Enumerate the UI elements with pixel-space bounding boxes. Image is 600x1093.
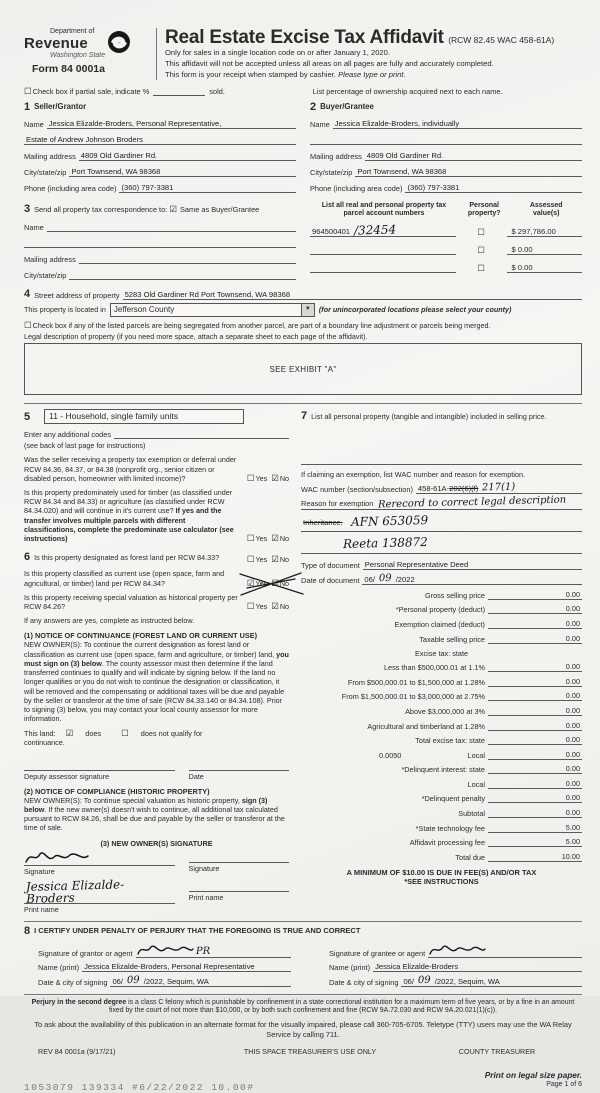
tax-row-label: *Personal property (deduct) [395,605,485,615]
land-qualify-row: This land: ☑ does ☐ does not qualify for [24,728,203,739]
footer-row [24,1047,582,1056]
tax-row [301,750,582,760]
tax-row-label: Exemption claimed (deduct) [394,619,485,629]
deputy-assessor-label: Deputy assessor signature [24,771,110,781]
tax-row-label: Above $3,000,000 at 3% [405,706,485,716]
local-rate: 0.0050 [379,750,402,760]
assessed-value-field[interactable]: $ 297,786.00 [507,227,582,237]
tax-row-label: *Delinquent penalty [421,794,485,804]
notice-compliance-title: (2) NOTICE OF COMPLIANCE (HISTORIC PROPERTY) [24,786,210,796]
correspondence-mailing-field[interactable] [79,254,296,264]
parcel-number-field[interactable] [310,243,456,255]
question-historical: Is this property receiving special valuation as historical property per RCW 84.26? ☐Yes ☑No [24,592,290,612]
tax-row-value[interactable]: 5.00 [542,837,582,847]
doc-type-row: Type of document Personal Representative Deed [301,560,582,570]
land-use-code-select[interactable]: 11 - Household, single family units [44,409,244,424]
correspondence-name-field-2[interactable] [24,238,296,248]
tax-row [301,706,582,716]
s5-q2-no-checkbox[interactable]: ☑ [271,533,279,544]
tax-leader-line [488,635,542,644]
tax-row-label: Local [467,750,485,760]
personal-property-checkbox[interactable]: ☐ [477,245,485,256]
segregated-checkbox[interactable]: ☐ [24,319,32,330]
tax-section-header: Excise tax: state [414,648,469,658]
tax-row-label: Affidavit processing fee [409,838,485,848]
deputy-date-label: Date [188,771,204,781]
certify-statement: I CERTIFY UNDER PENALTY OF PERJURY THAT THE FOREGOING IS TRUE AND CORRECT [34,926,361,936]
tax-row-value[interactable]: 0.00 [542,619,582,629]
section-certify [24,921,582,987]
rev-number: REV 84 0001a (9/17/21) [38,1046,116,1056]
assessed-value-field[interactable]: $ 0.00 [507,263,582,273]
grantee-date-city-field[interactable]: 06/ 09 /2022, Sequim, WA [401,976,582,987]
stamp-row [24,1069,582,1093]
seller-title: Seller/Grantor [34,102,87,112]
s5-q1-no-checkbox[interactable]: ☑ [271,472,279,483]
tax-leader-line [488,824,542,833]
located-in-label: This property is located in [24,305,106,315]
county-select[interactable] [110,303,315,317]
reason-handwritten-3: Reeta 138872 [342,535,429,552]
tax-row-label: From $1,500,000.01 to $3,000,000 at 2.75% [341,692,485,702]
question-exemption-deferral: Was the seller receiving a property tax exemption or deferral under RCW 84.36, 84.37, or 84.38 (nonprofit org., senior citizen or disabled person, homeowner with limited income)? ☐Yes ☑No [24,455,290,483]
page-number: Page 1 of 6 [546,1080,582,1088]
parcel-header-assessed: Assessed value(s) [529,201,563,217]
answers-note: If any answers are yes, complete as instructed below. [24,616,195,626]
reason-row-1[interactable]: Reason for exemption Rerecord to correct legal description [301,498,582,510]
chevron-down-icon[interactable]: ▼ [301,304,314,316]
section-8-number: 8 [24,924,31,937]
print-note: Print on legal size paper. [484,1069,582,1080]
owner-signature-scribble [24,850,90,865]
excise-tax-table [301,590,582,862]
question-current-use: Is this property classified as current use (open space, farm and agricultural, or timber) land per RCW 84.34? ☑Yes ☒No [24,569,289,587]
perjury-statement: Perjury in the second degree is a class C felony which is punishable by confinement in a state correctional institution for a maximum term of five years, or by a fine in an amount fixed by the court of not more than $10,000, or by both such confinement and fine (RCW 9A.72.030 and RCW 9A.20.021(1)(c)). [24,994,582,1017]
owner-signature-label: Signature [24,866,55,876]
grantee-signature-field[interactable] [428,943,582,958]
grantee-signature-scribble [428,943,486,957]
seller-city-field[interactable]: Port Townsend, WA 98368 [69,167,296,177]
notice-continuance-title: (1) NOTICE OF CONTINUANCE (FOREST LAND OR CURRENT USE) [24,631,258,641]
ownership-note: List percentage of ownership acquired next to each name. [312,86,503,96]
revenue-wordmark: Revenue [24,35,88,52]
tax-row-label: *Delinquent interest: state [401,765,485,775]
tax-row [301,677,582,687]
section-property: 4 Street address of property 5283 Old Gardiner Rd Port Townsend, WA 98368 This property is located in Jefferson County ▼ (for unincorporated locations please select your county) ☐Check box if any of the listed parcels are being segregated from another parcel, are part of a boundary line adjustment or parcels being merged. Legal description of property (if you need more space, attach a separate sheet to each page of the affidavit). SEE EXHIBIT "A" [24,288,582,395]
grantor-signature-scribble [136,943,194,957]
tax-leader-line [488,663,542,672]
wac-number-field[interactable]: 458-61A-202(6)(f) 217(1) [416,483,582,494]
section-buyer: 2 Buyer/Grantee Name Jessica Elizalde-Broders, individually Mailing address 4809 Old Gardiner Rd. City/state/zip Port Townsend, WA 98368 Phone (including area code) (360) 797-3381 [310,101,582,193]
tax-row-label: Local [467,779,485,789]
tax-row-label: Total excise tax: state [415,736,485,746]
grantor-print-name-field[interactable]: Jessica Elizalde-Broders, Personal Representative [82,962,291,972]
tax-row [301,823,582,833]
tax-row-value[interactable]: 0.00 [542,691,582,701]
parcel-row [310,261,582,273]
grantee-print-name-field[interactable]: Jessica Elizalde-Broders [373,962,582,972]
street-address-field[interactable]: 5283 Old Gardiner Rd Port Townsend, WA 98368 [123,290,582,300]
personal-property-list-field[interactable] [301,431,582,465]
alternate-format-note: To ask about the availability of this publication in an alternate format for the visually impaired, please call 360-705-6705. Teletype (TTY) users may use the WA Relay Service by calling 711. [34,1020,572,1039]
see-instructions-note: *SEE INSTRUCTIONS [404,876,479,886]
buyer-name-field-2[interactable] [310,135,582,145]
assessed-value-field[interactable]: $ 0.00 [507,245,582,255]
treasurer-space-label: THIS SPACE TREASURER'S USE ONLY [243,1046,377,1056]
dor-brand [24,28,152,75]
continuance-label: continuance. [24,738,65,748]
tax-row [301,691,582,701]
section-5-number: 5 [24,410,31,423]
same-as-buyer-checkbox[interactable]: ☑ [169,203,177,214]
tax-row-value[interactable]: 0.00 [542,764,582,774]
tax-leader-line [488,605,542,614]
form-number: Form 84 0001a [32,63,105,75]
tax-leader-line [488,751,542,760]
parcel-number-field[interactable] [310,261,456,273]
tax-row [301,590,582,600]
s6-q2-yes-checkbox[interactable]: ☑ [246,577,255,588]
county-treasurer-label: COUNTY TREASURER [458,1046,536,1056]
grantee-signing-block: Signature of grantee or agent Name (print) Jessica Elizalde-Broders Date & city of signing 06/ 09 /2022, Sequim, WA [315,939,582,987]
tax-row [301,662,582,672]
parcel-header-numbers: List all real and personal property tax parcel account numbers [321,201,447,217]
section-7-intro: 7 List all personal property (tangible and intangible) included in selling price. [301,410,547,423]
segregated-label: Check box if any of the listed parcels are being segregated from another parcel, are part of a boundary line adjustment or parcels being merged. [32,320,491,330]
section-2-number: 2 [310,100,317,113]
partial-sale-row [24,87,307,96]
tax-row-label: From $500,000.01 to $1,500,000 at 1.28% [347,677,485,687]
county-note: (for unincorporated locations please select your county) [318,305,512,315]
partial-sale-percent-field[interactable] [153,95,205,96]
tax-row-value[interactable]: 0.00 [542,735,582,745]
tax-row [301,764,582,774]
tax-leader-line [488,794,542,803]
buyer-phone-field[interactable]: (360) 797-3381 [405,183,582,193]
reason-row-3[interactable] [301,534,582,554]
tax-row-value[interactable]: 0.00 [542,677,582,687]
tax-row-value[interactable]: 0.00 [542,590,582,600]
question-timber-agriculture: Is this property predominately used for timber (as classified under RCW 84.34 and 84.33) or agriculture (as classified under RCW 84.34.020) and will continue in it's current use? If yes and the transfer involves multiple parcels with different classifications, complete the predominate use calculator (see instructions) ☐Yes ☑No [24,487,290,544]
county-value: Jefferson County [113,304,175,314]
tax-leader-line [488,853,542,862]
reason-row-2[interactable] [301,512,582,532]
section-3-number: 3 [24,202,31,215]
grantor-signature-field[interactable]: PR [136,943,292,958]
header-divider [156,28,157,80]
tax-row-value[interactable]: 5.00 [542,823,582,833]
tax-row-value[interactable]: 0.00 [542,634,582,644]
form-header [24,28,582,80]
tax-row-label: Total due [455,852,485,862]
section-correspondence: 3 Send all property tax correspondence to: ☑ Same as Buyer/Grantee Name Mailing address City/state/zip [24,202,296,280]
tax-row-value[interactable]: 0.00 [542,662,582,672]
seller-phone-field[interactable]: (360) 797-3381 [119,183,296,193]
buyer-mailing-field[interactable]: 4809 Old Gardiner Rd. [365,151,582,161]
parcel-header-personal: Personal property? [467,201,501,217]
reason-printed-struck: Inheritance. [303,518,343,528]
parcel-table [310,202,582,280]
additional-codes-field[interactable] [114,429,289,439]
s6-q3-yes-checkbox[interactable]: ☐ [246,601,255,612]
tax-leader-line [488,591,542,600]
tax-row-value[interactable]: 0.00 [542,793,582,803]
deputy-date-field[interactable] [189,758,289,771]
affidavit-page: Department of Revenue Washington State Form 84 0001a Real Estate Excise Tax Affidavit (RCW 82.45 WAC 458-61A) Only for sales in a single location code on or after January 1, 2020. This affidavit will not be accepted unless all areas on all pages are fully and accurately completed. This form is your receipt when stamped by cashier. Please type or print. ☐ Check box if partial sale, indicate % sold. List percentage of ownership acquired next to each name. 1 Seller/Grantor Name Jessica Elizalde-Broders, Personal Representative, Estate of Andrew Johnson Broders Mailing address 4809 Old Gardiner Rd. City/state/zip Port Townsend, WA 98368 Phone (including area code) (360) 797-3381 2 Buyer/Grantee Name Jessica Elizalde-Broders, individually Mailing address 4809 Old Gardiner Rd. City/state/zip Port Townsend, WA 98368 Phone (including area code) (360) 797-3381 3 Send all property tax correspondence to: ☑ Same as Buyer/Grantee Name Mailing address City/state/zip List all real and personal property tax parcel account numbers Personal property? Assessed value(s) 964500401 /32454 ☐ $ 297,786.00 ☐ $ 0.00 ☐ $ 0.00 4 Street address of property 5283 Old Gardiner Rd Port Townsend, WA 98368 This property is located in Jefferson County ▼ (for unincorporated locations please select your county) ☐Check box if any of the listed parcels are being segregated from another parcel, are part of a boundary line adjustment or parcels being merged. Legal description of property (if you need more space, attach a separate sheet to each page of the affidavit). SEE EXHIBIT "A" 5 11 - Household, single family units Enter any additional codes (see back of last page for instructions) Was the seller receiving a property tax exemption or deferral under RCW 84.36, 84.37, or 84.38 (nonprofit org., senior citizen or disabled person, homeowner with limited income)? ☐Yes ☑No Is this property predominately used for timber (as classified under RCW 84.34 and 84.33) or agriculture (as classified under RCW 84.34.020) and will continue in it's current use? If yes and the transfer involves multiple parcels with different classifications, complete the predominate use calculator (see instructions) ☐Yes ☑No 6 Is this property designated as forest land per RCW 84.33? ☐Yes ☑No Is this property classified as current use (open space, farm and agricultural, or timber) land per RCW 84.34? ☑Yes ☒No Is this property receiving special valuation as historical property per RCW 84.26? ☐Yes ☑No If any answers are yes, complete as instructed below. (1) NOTICE OF CONTINUANCE (FOREST LAND OR CURRENT USE) NEW OWNER(S): To continue the current designation as forest land or classification as current use (open space, farm and agriculture, or timber) land, you must sign on (3) below. The county assessor must then determine if the land transferred continues to qualify and will indicate by signing below. If the land no longer qualifies or you do not wish to continue the designation or classification, it will be removed and the compensating or additional taxes will be due and payable by the seller or transferor at the time of sale (RCW 84.33.140 or 84.34.108). Prior to signing (3) below, you may contact your local county assessor for more information. This land: ☑ does ☐ does not qualify for continuance. Deputy assessor signature Date (2) NOTICE OF COMPLIANCE (HISTORIC PROPERTY) NEW OWNER(S): To continue special valuation as historic property, sign (3) below. If the new owner(s) doesn't wish to continue, all additional tax calculated pursuant to RCW 84.26, shall be due and payable by the seller or transferor at the time of sale. (3) NEW OWNER(S) SIGNATURE Signature Signature Jessica Elizalde-Broders Print name Print name 7 List all personal property (tangible and intangible) included in selling price. If claiming an exemption, list WAC number and reason for exemption. WAC number (section/subsection) 458-61A-202(6)(f) 217(1) Reason for exemption Rerecord to correct legal description Inheritance. AFN 653059 Reeta 138872 Type of document Personal Representative Deed Date of document 06/ 09 /2022 Gross selling price 0.00 *Personal property (deduct) 0.00 Exemption claimed (deduct) 0.00 Taxable selling price 0.00 Excise tax: state Less than $500,000.01 at 1.1% 0.00 From $500,000.01 to $1,500,000 at 1.28% 0.00 From $1,500,000.01 to $3,000,000 at 2.75% 0.00 Above $3,000,000 at 3% 0.00 Agricultural and timberland at 1.28% 0.00 Total excise tax: state 0.00 0.0050 Local 0.00 *Delinquent interest: state 0.00 Local 0.00 *Delinquent penalty 0.00 Subtotal 0.00 *State technology fee 5.00 Affidavit processing fee 5.00 Total due 10.00 A MINIMUM OF $10.00 IS DUE IN FEE(S) AND/OR TAX *SEE INSTRUCTIONS 8 I CERTIFY UNDER PENALTY OF PERJURY THAT THE FOREGOING IS TRUE AND CORRECT Signature of grantor or agent PR Name (print) Jessica Elizalde-Broders, Personal Representative Date & city of signing 06/ 09 /2022, Sequim, WA Signature of grantee or agent Name (print) Jessica Elizalde-Broders Date & city of signing 06/ 09 /2022, Sequim, WA Perjury in the second degree is a class C felony which is punishable by confinement in a state correctional institution for a maximum term of five years, or by a fine in an amount fixed by the court of not more than $10,000, or by both such confinement and fine (RCW 9A.72.030 and RCW 9A.20.021(1)(c)). To ask about the availability of this publication in an alternate format for the visually impaired, please call 360-705-6705. Teletype (TTY) users may use the WA Relay Service by calling 711. REV 84 0001a (9/17/21) THIS SPACE TREASURER'S USE ONLY COUNTY TREASURER 1053079 139334 #6/22/2022 10.00# Print on legal size paper. Page 1 of 6 [0,0,600,996]
tax-row [301,735,582,745]
new-owner-signature-title: (3) NEW OWNER(S) SIGNATURE [100,838,213,848]
tax-row [301,837,582,847]
tax-leader-line [488,736,542,745]
tax-leader-line [488,765,542,774]
document-type-field[interactable]: Personal Representative Deed [363,560,582,570]
owner-print-name-field[interactable]: Jessica Elizalde-Broders [24,879,175,904]
tax-leader-line [488,780,542,789]
owner-print-name-label: Print name [24,904,59,914]
owner-signature-field[interactable] [24,850,175,866]
grantor-signing-block: Signature of grantor or agent PR Name (print) Jessica Elizalde-Broders, Personal Representative Date & city of signing 06/ 09 /2022, Sequim, WA [24,939,291,987]
section-seller: 1 Seller/Grantor Name Jessica Elizalde-Broders, Personal Representative, Estate of Andrew Johnson Broders Mailing address 4809 Old Gardiner Rd. City/state/zip Port Townsend, WA 98368 Phone (including area code) (360) 797-3381 [24,101,296,193]
tax-row [301,852,582,862]
header-note-2: This affidavit will not be accepted unless all areas on all pages are fully and accurately completed. [165,58,494,68]
notice-continuance-body: NEW OWNER(S): To continue the current designation as forest land or classification as current use (open space, farm and agriculture, or timber) land, you must sign on (3) below. The county assessor must then determine if the land transferred continues to qualify and will indicate by signing below. If the land no longer qualifies or you do not wish to continue the designation or classification, it will be removed and the compensating or additional taxes will be due and payable by the seller or transferor at the time of sale (RCW 84.33.140 or 84.34.108). Prior to signing (3) below, you may contact your local county assessor for more information. [24,640,289,724]
tax-row-value[interactable]: 0.00 [542,779,582,789]
s6-q2-no-checkbox[interactable]: ☒ [271,577,279,588]
seller-name-field-2[interactable]: Estate of Andrew Johnson Broders [24,135,296,145]
sold-label: sold. [209,86,225,96]
wac-number-row: WAC number (section/subsection) 458-61A-202(6)(f) 217(1) [301,483,582,494]
same-as-buyer-label: Same as Buyer/Grantee [180,204,260,214]
tax-row-label: Agricultural and timberland at 1.28% [367,721,485,731]
tax-row-label: Subtotal [458,809,485,819]
tax-row [301,634,582,644]
partial-sale-checkbox[interactable]: ☐ [24,86,32,97]
parcel-number-field[interactable]: 964500401 /32454 [310,224,456,237]
seller-mailing-field[interactable]: 4809 Old Gardiner Rd. [79,151,296,161]
tax-row-value[interactable]: 0.00 [542,808,582,818]
s5-q1-yes-checkbox[interactable]: ☐ [246,472,255,483]
tax-row [301,808,582,818]
dept-of-label: Department of [50,28,95,35]
document-date-field[interactable]: 06/ 09 /2022 [362,574,582,585]
tax-row-value[interactable]: 0.00 [542,706,582,716]
tax-row [301,619,582,629]
buyer-city-field[interactable]: Port Townsend, WA 98368 [355,167,582,177]
section-1-number: 1 [24,100,31,113]
tax-row-value[interactable]: 0.00 [542,604,582,614]
tax-leader-line [488,722,542,731]
tax-row-value[interactable]: 0.00 [542,721,582,731]
rcw-reference: (RCW 82.45 WAC 458-61A) [448,35,555,45]
parcel-row [310,224,582,237]
land-does-not-checkbox[interactable]: ☐ [121,728,129,739]
tax-leader-line [488,838,542,847]
tax-row-value[interactable]: 10.00 [542,852,582,862]
codes-note: (see back of last page for instructions) [24,441,146,451]
parcel-row [310,243,582,255]
section-7-number: 7 [301,410,308,423]
tax-row-value[interactable]: 0.00 [542,750,582,760]
s6-q3-no-checkbox[interactable]: ☑ [271,601,279,612]
tax-leader-line [488,692,542,701]
tax-row [301,779,582,789]
personal-property-checkbox[interactable]: ☐ [477,227,485,238]
tax-leader-line [488,809,542,818]
tax-row-label: Less than $500,000.01 at 1.1% [383,663,485,673]
scribble-cross-icon [237,570,307,598]
legal-description-box[interactable] [24,343,582,395]
reason-handwritten-2: AFN 653059 [351,513,429,530]
tax-row-label: Gross selling price [424,590,485,600]
reason-handwritten-1: Rerecord to correct legal description [378,494,567,511]
doc-date-row: Date of document 06/ 09 /2022 [301,574,582,585]
exemption-note: If claiming an exemption, list WAC number and reason for exemption. [301,470,526,480]
notice-compliance-body: NEW OWNER(S): To continue special valuation as historic property, sign (3) below. If the new owner(s) doesn't wish to continue, all additional tax calculated pursuant to RCW 84.26, shall be due and payable by the seller or transferor at the time of sale. [24,795,285,833]
minimum-due-note: A MINIMUM OF $10.00 IS DUE IN FEE(S) AND/OR TAX [346,867,537,877]
correspondence-city-field[interactable] [69,270,296,280]
tax-leader-line [488,707,542,716]
grantor-date-city-field[interactable]: 06/ 09 /2022, Sequim, WA [110,976,291,987]
tax-row [301,721,582,731]
personal-property-checkbox[interactable]: ☐ [477,263,485,274]
section-4-number: 4 [24,287,31,300]
tax-row [301,604,582,614]
tax-leader-line [488,620,542,629]
section-5-header [24,409,289,424]
header-note-3: This form is your receipt when stamped by cashier. Please type or print. [165,69,406,79]
cashier-stamp: 1053079 139334 #6/22/2022 10.00# [24,1081,255,1093]
legal-description-value: SEE EXHIBIT "A" [269,364,337,374]
page-title: Real Estate Excise Tax Affidavit [165,27,444,48]
s6-q1-no-checkbox[interactable]: ☑ [271,554,279,565]
s6-q1-yes-checkbox[interactable]: ☐ [246,554,255,565]
seller-name-field[interactable]: Jessica Elizalde-Broders, Personal Representative, [47,119,296,129]
legal-description-label: Legal description of property (if you need more space, attach a separate sheet to each page of the affidavit). [24,331,368,341]
tax-row-label: *State technology fee [415,823,485,833]
washington-state-label: Washington State [50,52,106,59]
header-note-1: Only for sales in a single location code on or after January 1, 2020. [165,48,390,57]
question-forest-land: 6 Is this property designated as forest land per RCW 84.33? ☐Yes ☑No [24,551,290,565]
correspondence-name-field[interactable] [47,222,296,232]
s5-q2-yes-checkbox[interactable]: ☐ [246,533,255,544]
land-does-checkbox[interactable]: ☑ [65,728,74,739]
buyer-name-field[interactable]: Jessica Elizalde-Broders, individually [333,119,582,129]
deputy-assessor-signature-field[interactable] [24,758,175,771]
partial-sale-label: Check box if partial sale, indicate % [32,86,150,96]
section-6-number: 6 [24,551,31,564]
buyer-title: Buyer/Grantee [320,102,374,112]
tax-leader-line [488,678,542,687]
tax-row [301,793,582,803]
revenue-logo-icon [107,30,131,59]
tax-row-label: Taxable selling price [419,634,485,644]
owner-signature-field-2[interactable] [189,850,289,863]
owner-print-name-field-2[interactable] [189,879,289,892]
